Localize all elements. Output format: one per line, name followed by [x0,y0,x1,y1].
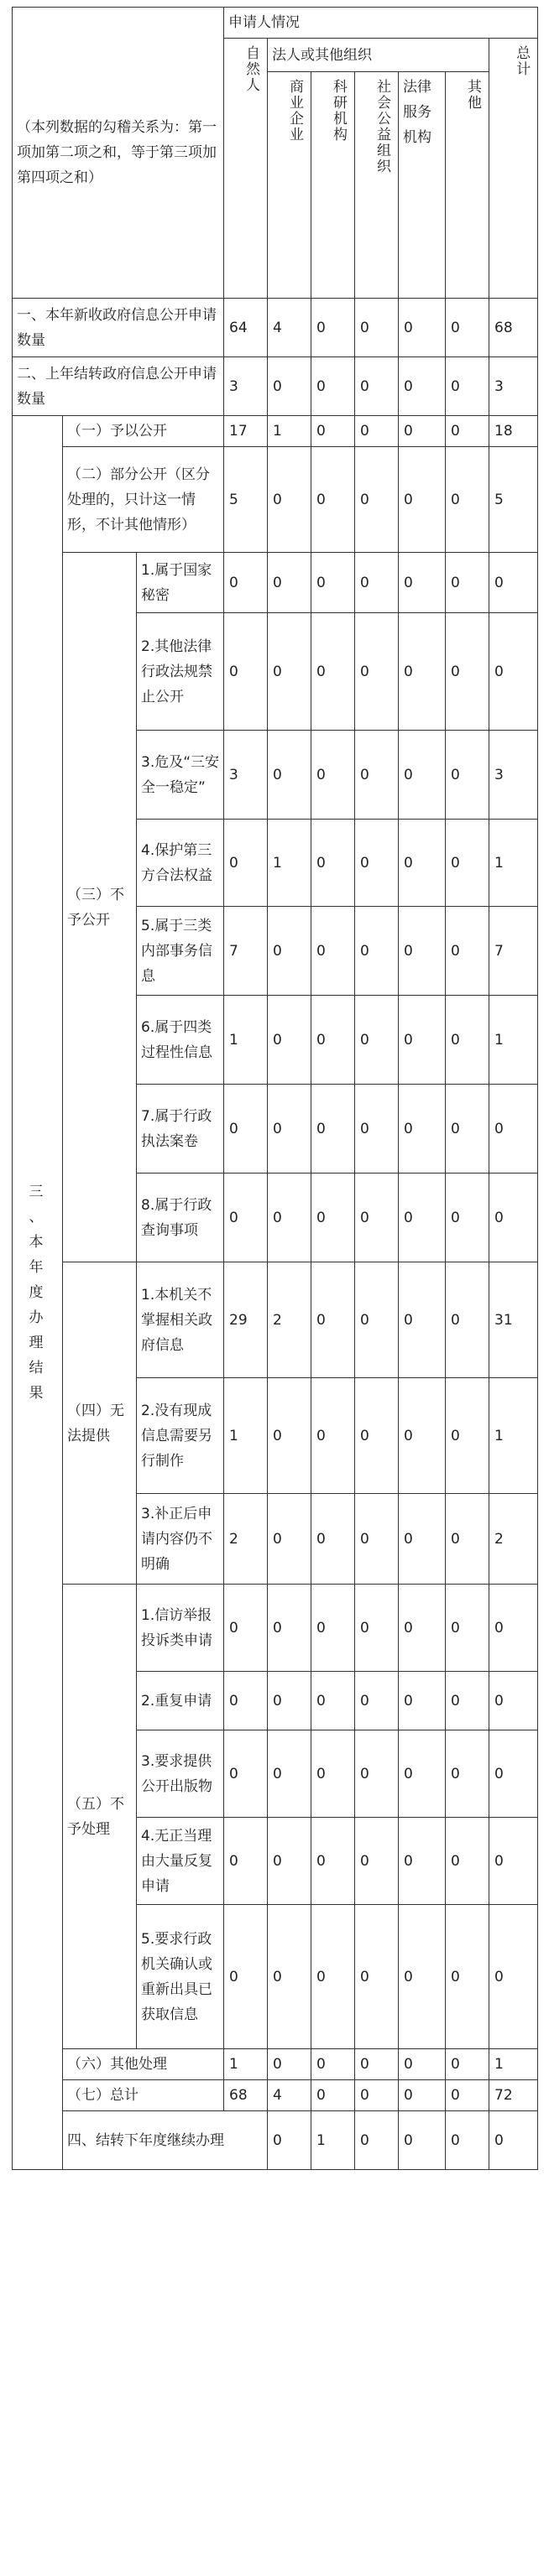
cell-value: 0 [355,447,399,553]
cell-value: 5 [489,447,538,553]
cell-value: 0 [355,1585,399,1672]
gov-info-disclosure-table [12,7,538,2170]
cell-value: 0 [311,299,355,357]
cell-value: 18 [489,416,538,447]
cell-value: 0 [311,2049,355,2080]
cell-value: 1 [311,2111,355,2170]
cell-value: 0 [355,357,399,416]
cell-value: 0 [355,2111,399,2170]
cell-value: 0 [224,1818,268,1905]
cell-value: 0 [446,357,489,416]
cell-value: 0 [399,1730,446,1818]
cell-value: 0 [268,357,311,416]
cell-value: 1 [489,1378,538,1494]
cell-value: 0 [399,1085,446,1174]
cell-value: 0 [446,553,489,613]
table-row [13,357,538,416]
cell-value: 0 [446,299,489,357]
cell-value: 0 [399,447,446,553]
cell-value: 29 [224,1262,268,1378]
row-label: 8.属于行政查询事项 [137,1174,224,1262]
row-label: 3.危及“三安全一稳定” [137,731,224,820]
cell-value: 0 [224,1085,268,1174]
row-label: 5.属于三类内部事务信息 [137,907,224,996]
cell-value: 0 [224,820,268,907]
cell-value: 0 [311,1378,355,1494]
cell-value: 0 [355,613,399,731]
cell-value: 17 [224,416,268,447]
cell-value: 0 [399,731,446,820]
cell-value: 0 [446,731,489,820]
row-label: 5.要求行政机关确认或重新出具已获取信息 [137,1905,224,2049]
cell-value: 0 [311,731,355,820]
cell-value: 0 [399,1262,446,1378]
cell-value: 0 [268,1585,311,1672]
cell-value: 0 [446,1730,489,1818]
cell-value: 0 [224,1585,268,1672]
cell-text: 三、本年度办理结果 [29,1184,44,1402]
cell-value: 0 [268,1085,311,1174]
cell-value: 0 [399,553,446,613]
row-label: 2.重复申请 [137,1672,224,1730]
cell-value: 0 [399,299,446,357]
cell-value: 0 [268,907,311,996]
table-row [13,553,538,613]
cell-value: 0 [446,1174,489,1262]
cell-value: 0 [355,1818,399,1905]
cell-value: 0 [446,2111,489,2170]
cell-value: 0 [311,820,355,907]
row-label: 四、结转下年度继续办理 [63,2111,268,2170]
cell-value: 0 [446,613,489,731]
cell-value: 0 [446,1378,489,1494]
cell-value: 0 [355,1378,399,1494]
cell-value: 0 [399,2080,446,2111]
table-row [13,1262,538,1378]
cell-value: 0 [311,1585,355,1672]
row-label: 1.信访举报投诉类申请 [137,1585,224,1672]
cell-value: 4 [268,2080,311,2111]
row-label: 一、本年新收政府信息公开申请数量 [13,299,224,357]
cell-value: 3 [224,357,268,416]
cell-value: 0 [355,907,399,996]
cell-value: 0 [355,1174,399,1262]
cell-value: 0 [355,1262,399,1378]
cell-value: 0 [446,1672,489,1730]
cell-value: 2 [268,1262,311,1378]
cell-value: 0 [489,1672,538,1730]
table-row [13,447,538,553]
cell-value: 0 [268,1378,311,1494]
cell-value: 0 [268,2111,311,2170]
table-row [13,416,538,447]
cell-value: 0 [224,613,268,731]
cell-value: 0 [355,1494,399,1585]
cell-value: 3 [489,357,538,416]
cell-value: 0 [311,1494,355,1585]
cell-value: 0 [446,1585,489,1672]
row-label: 1.属于国家秘密 [137,553,224,613]
cell-value: 0 [224,1730,268,1818]
header-col-social: 社会公益组织 [355,72,399,299]
cell-value: 0 [311,416,355,447]
cell-value: 0 [311,1174,355,1262]
cell-value: 0 [355,299,399,357]
cell-value: 0 [268,447,311,553]
row-label: 6.属于四类过程性信息 [137,996,224,1085]
cell-value: 0 [311,613,355,731]
cell-value: 0 [268,731,311,820]
cell-value: 0 [311,1730,355,1818]
cell-value: 0 [399,820,446,907]
table-row [13,2049,538,2080]
cell-value: 1 [268,820,311,907]
cell-value: 0 [446,416,489,447]
cell-value: 68 [224,2080,268,2111]
group-label-4: （四）无法提供 [63,1262,137,1585]
cell-value: 0 [311,2080,355,2111]
cell-value: 0 [446,1494,489,1585]
cell-value: 0 [446,1905,489,2049]
cell-value: 1 [489,2049,538,2080]
cell-value: 0 [355,820,399,907]
cell-value: 31 [489,1262,538,1378]
cell-value: 0 [446,2049,489,2080]
cell-value: 0 [399,996,446,1085]
cell-value: 1 [489,820,538,907]
header-col-other: 其他 [446,72,489,299]
row-label: （一）予以公开 [63,416,224,447]
cell-value: 0 [399,907,446,996]
cell-value: 1 [224,996,268,1085]
cell-value: 7 [489,907,538,996]
cell-value: 0 [446,1085,489,1174]
cell-value: 72 [489,2080,538,2111]
cell-value: 0 [311,357,355,416]
cell-value: 0 [311,907,355,996]
cell-value: 0 [268,2049,311,2080]
table-row [13,2080,538,2111]
row-label: 3.补正后申请内容仍不明确 [137,1494,224,1585]
header-note: （本列数据的勾稽关系为：第一项加第二项之和，等于第三项加第四项之和） [13,8,224,299]
table-row [13,299,538,357]
cell-value: 0 [489,2111,538,2170]
cell-value: 1 [489,996,538,1085]
cell-value: 0 [355,731,399,820]
cell-value: 0 [355,1085,399,1174]
cell-value: 0 [446,447,489,553]
cell-value: 0 [399,1672,446,1730]
cell-value: 7 [224,907,268,996]
cell-value: 1 [268,416,311,447]
cell-value: 0 [268,1174,311,1262]
cell-value: 0 [311,1085,355,1174]
cell-value: 0 [446,907,489,996]
cell-value: 0 [399,357,446,416]
cell-value: 0 [224,1672,268,1730]
row-label: 1.本机关不掌握相关政府信息 [137,1262,224,1378]
cell-value: 0 [399,1585,446,1672]
table-row [13,1585,538,1672]
row-label: （二）部分公开（区分处理的，只计这一情形，不计其他情形） [63,447,224,553]
cell-value: 0 [489,1818,538,1905]
cell-value: 0 [446,820,489,907]
group-label-5: （五）不予处理 [63,1585,137,2049]
cell-value: 0 [355,553,399,613]
cell-value: 0 [399,1494,446,1585]
cell-value: 0 [355,2049,399,2080]
row-label: （七）总计 [63,2080,224,2111]
cell-value: 2 [489,1494,538,1585]
row-label: 4.保护第三方合法权益 [137,820,224,907]
cell-value: 0 [399,1378,446,1494]
header-applicant-situation: 申请人情况 [224,8,538,39]
cell-value: 0 [399,2111,446,2170]
cell-value: 0 [311,447,355,553]
table-row [13,2111,538,2170]
cell-value: 0 [224,1905,268,2049]
cell-value: 0 [268,1730,311,1818]
cell-value: 3 [224,731,268,820]
cell-value: 68 [489,299,538,357]
cell-value: 5 [224,447,268,553]
cell-value: 0 [399,2049,446,2080]
cell-value: 0 [224,1174,268,1262]
cell-value: 64 [224,299,268,357]
cell-value: 0 [489,1174,538,1262]
cell-value: 0 [355,996,399,1085]
header-col-total: 总计 [489,39,538,299]
cell-value: 0 [311,996,355,1085]
cell-value: 0 [355,1672,399,1730]
row-label: 7.属于行政执法案卷 [137,1085,224,1174]
cell-value: 0 [311,1818,355,1905]
cell-value: 0 [311,1262,355,1378]
cell-value: 0 [446,996,489,1085]
cell-value: 3 [489,731,538,820]
cell-value: 0 [268,1672,311,1730]
cell-value: 0 [268,1818,311,1905]
row-label: 2.其他法律行政法规禁止公开 [137,613,224,731]
row-label: （六）其他处理 [63,2049,224,2080]
row-label: 2.没有现成信息需要另行制作 [137,1378,224,1494]
cell-value: 2 [224,1494,268,1585]
row-label: 3.要求提供公开出版物 [137,1730,224,1818]
cell-value: 0 [311,553,355,613]
cell-value: 4 [268,299,311,357]
cell-value: 0 [446,1818,489,1905]
cell-value: 0 [399,1174,446,1262]
cell-value: 0 [268,613,311,731]
cell-value: 0 [489,1905,538,2049]
cell-value: 0 [268,553,311,613]
cell-value: 0 [446,2080,489,2111]
cell-value: 0 [224,553,268,613]
cell-value: 0 [489,1730,538,1818]
cell-value: 0 [399,613,446,731]
header-col-legal-service: 法律服务机构 [399,72,446,299]
cell-value: 0 [311,1905,355,2049]
cell-value: 0 [489,1085,538,1174]
cell-value: 0 [355,416,399,447]
cell-value: 0 [311,1672,355,1730]
cell-value: 0 [399,1905,446,2049]
cell-value: 0 [268,996,311,1085]
cell-value: 0 [489,553,538,613]
cell-value: 0 [489,613,538,731]
cell-value: 0 [268,1905,311,2049]
cell-value: 1 [224,2049,268,2080]
cell-value: 0 [355,1905,399,2049]
header-col-research: 科研机构 [311,72,355,299]
header-col-natural: 自然人 [224,39,268,299]
row-label: 4.无正当理由大量反复申请 [137,1818,224,1905]
header-col-commercial: 商业企业 [268,72,311,299]
cell-value: 0 [399,1818,446,1905]
section-3-label [13,416,63,2170]
cell-value: 1 [224,1378,268,1494]
cell-value: 0 [268,1494,311,1585]
row-label: 二、上年结转政府信息公开申请数量 [13,357,224,416]
cell-value: 0 [489,1585,538,1672]
cell-value: 0 [355,2080,399,2111]
header-legal-person-group: 法人或其他组织 [268,39,489,72]
cell-value: 0 [446,1262,489,1378]
cell-value: 0 [355,1730,399,1818]
cell-value: 0 [399,416,446,447]
group-label-3: （三）不予公开 [63,553,137,1262]
